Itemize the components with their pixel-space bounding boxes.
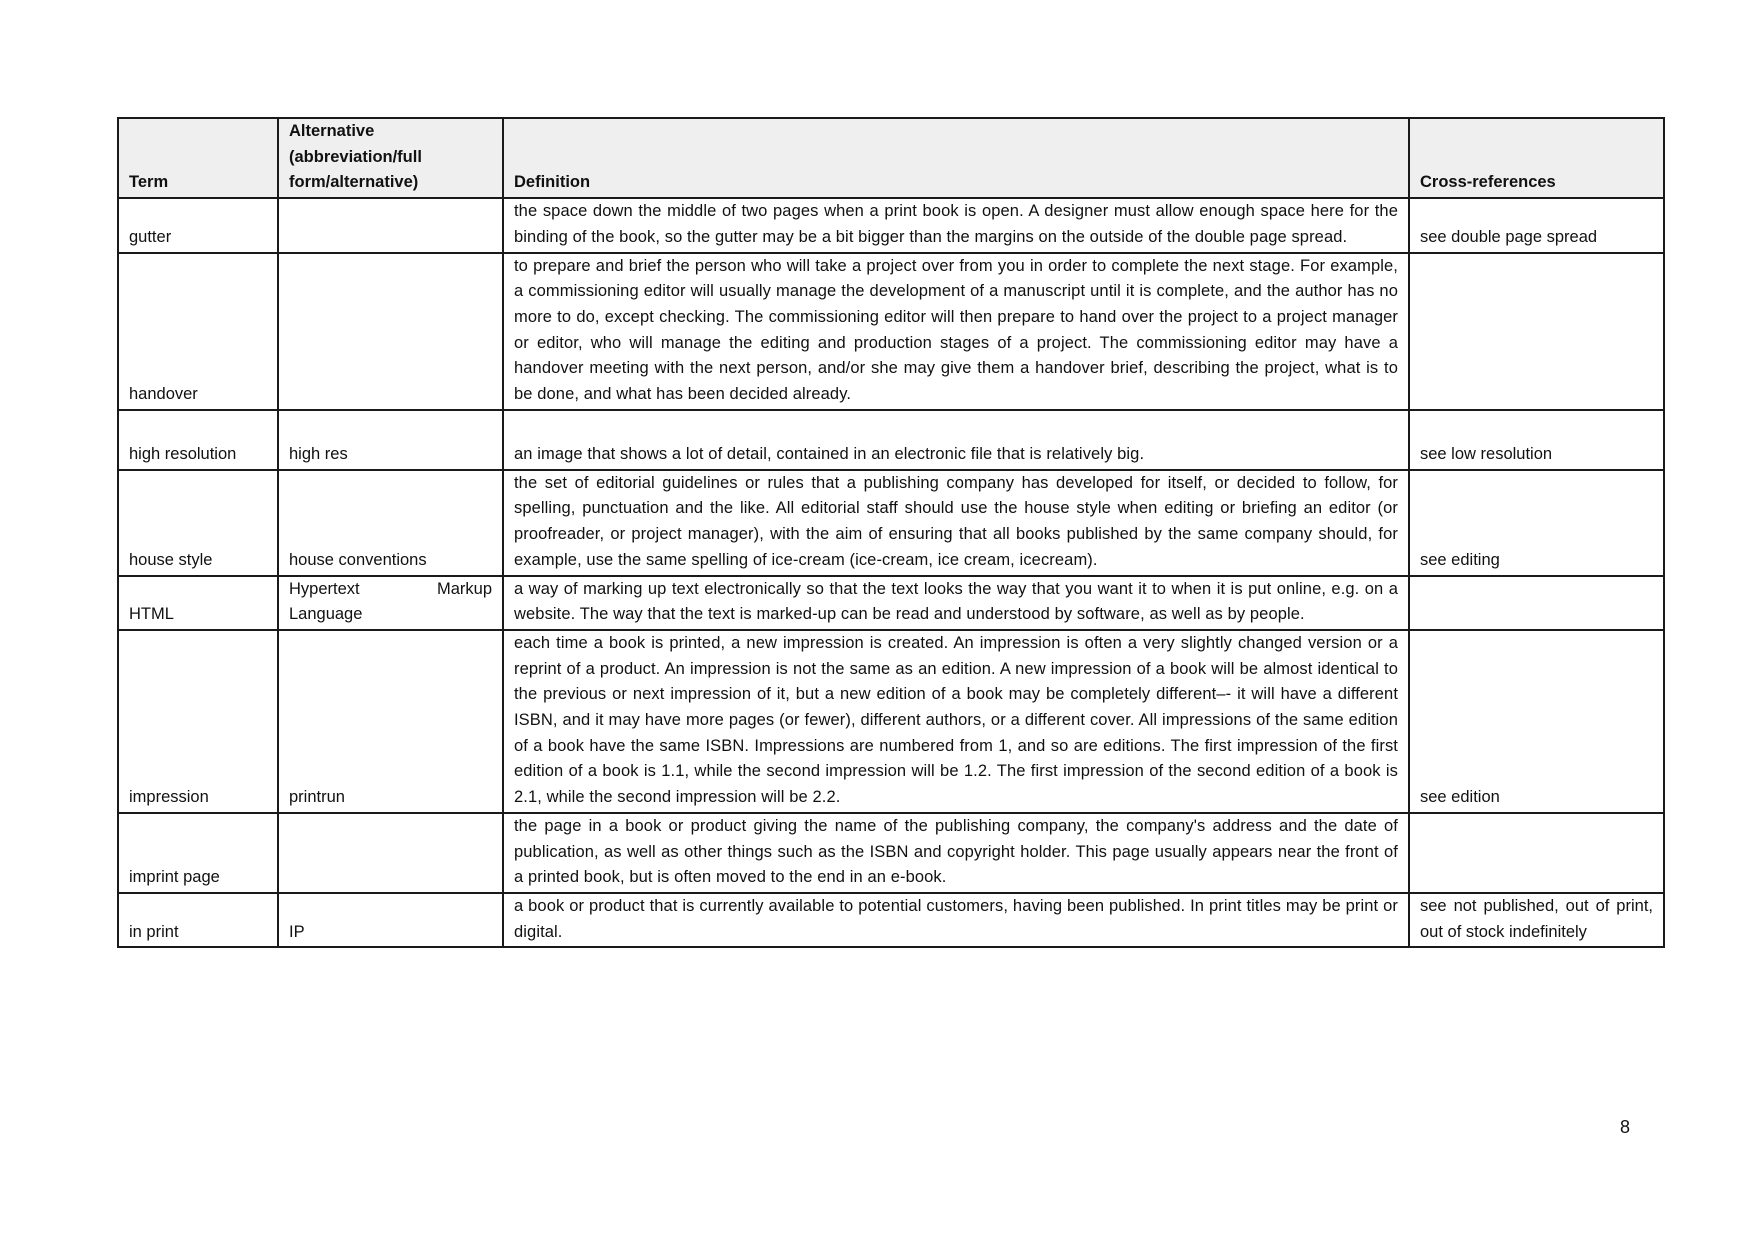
cross-reference-cell: see low resolution — [1409, 410, 1664, 470]
definition-cell: the space down the middle of two pages when a print book is open. A designer must allow enough space here for the binding of the book, so the gutter may be a bit bigger than the margins on the outside of the double page spread. — [503, 198, 1409, 252]
table-row — [118, 576, 1664, 630]
alternative-cell — [278, 813, 503, 893]
table-row — [118, 198, 1664, 252]
table-row — [118, 630, 1664, 813]
term-cell: impression — [118, 630, 278, 813]
header-term: Term — [118, 118, 278, 198]
term-cell: in print — [118, 893, 278, 947]
alternative-cell: printrun — [278, 630, 503, 813]
definition-cell: an image that shows a lot of detail, contained in an electronic file that is relatively big. — [503, 410, 1409, 470]
alternative-cell: house conventions — [278, 470, 503, 576]
term-cell: handover — [118, 253, 278, 410]
cross-reference-cell — [1409, 576, 1664, 630]
cross-reference-cell: see edition — [1409, 630, 1664, 813]
header-cross-references: Cross-references — [1409, 118, 1664, 198]
definition-cell: each time a book is printed, a new impression is created. An impression is often a very slightly changed version or a reprint of a product. An impression is not the same as an edition. A new impression of a book will be almost identical to the previous or next impression of it, but a new edition of a book may be completely different–- it will have a different ISBN, and it may have more pages (or fewer), different authors, or a different cover. All impressions of the same edition of a book have the same ISBN. Impressions are numbered from 1, and so are editions. The first impression of the first edition of a book is 1.1, while the second impression will be 1.2. The first impression of the second edition of a book is 2.1, while the second impression will be 2.2. — [503, 630, 1409, 813]
term-cell: high resolution — [118, 410, 278, 470]
term-cell: gutter — [118, 198, 278, 252]
table-row — [118, 410, 1664, 470]
table-row — [118, 813, 1664, 893]
cross-reference-cell — [1409, 813, 1664, 893]
cross-reference-cell: see editing — [1409, 470, 1664, 576]
header-definition: Definition — [503, 118, 1409, 198]
definition-cell: the page in a book or product giving the name of the publishing company, the company's address and the date of publication, as well as other things such as the ISBN and copyright holder. This page usually appears near the front of a printed book, but is often moved to the end in an e-book. — [503, 813, 1409, 893]
alternative-cell — [278, 198, 503, 252]
header-alternative: Alternative (abbreviation/full form/alternative) — [278, 118, 503, 198]
term-cell: house style — [118, 470, 278, 576]
cross-reference-cell: see not published, out of print, out of stock indefinitely — [1409, 893, 1664, 947]
cross-reference-cell: see double page spread — [1409, 198, 1664, 252]
definition-cell: a book or product that is currently available to potential customers, having been published. In print titles may be print or digital. — [503, 893, 1409, 947]
cross-reference-cell — [1409, 253, 1664, 410]
table-row — [118, 253, 1664, 410]
alternative-cell: Hypertext Markup Language — [278, 576, 503, 630]
table-row — [118, 470, 1664, 576]
glossary-table — [117, 117, 1665, 948]
alternative-cell: IP — [278, 893, 503, 947]
page-number: 8 — [1619, 1117, 1630, 1137]
definition-cell: the set of editorial guidelines or rules that a publishing company has developed for itself, or decided to follow, for spelling, punctuation and the like. All editorial staff should use the house style when editing or briefing an editor (or proofreader, or project manager), with the aim of ensuring that all books published by the same company should, for example, use the same spelling of ice-cream (ice-cream, ice cream, icecream). — [503, 470, 1409, 576]
table-row — [118, 893, 1664, 947]
definition-cell: a way of marking up text electronically so that the text looks the way that you want it to when it is put online, e.g. on a website. The way that the text is marked-up can be read and understood by software, as well as by people. — [503, 576, 1409, 630]
term-cell: HTML — [118, 576, 278, 630]
alternative-cell — [278, 253, 503, 410]
table-header-row — [118, 118, 1664, 198]
term-cell: imprint page — [118, 813, 278, 893]
alternative-cell: high res — [278, 410, 503, 470]
definition-cell: to prepare and brief the person who will take a project over from you in order to complete the next stage. For example, a commissioning editor will usually manage the development of a manuscript until it is complete, and the author has no more to do, except checking. The commissioning editor will then prepare to hand over the project to a project manager or editor, who will manage the editing and production stages of a project. The commissioning editor may have a handover meeting with the next person, and/or she may give them a handover brief, describing the project, what is to be done, and what has been decided already. — [503, 253, 1409, 410]
